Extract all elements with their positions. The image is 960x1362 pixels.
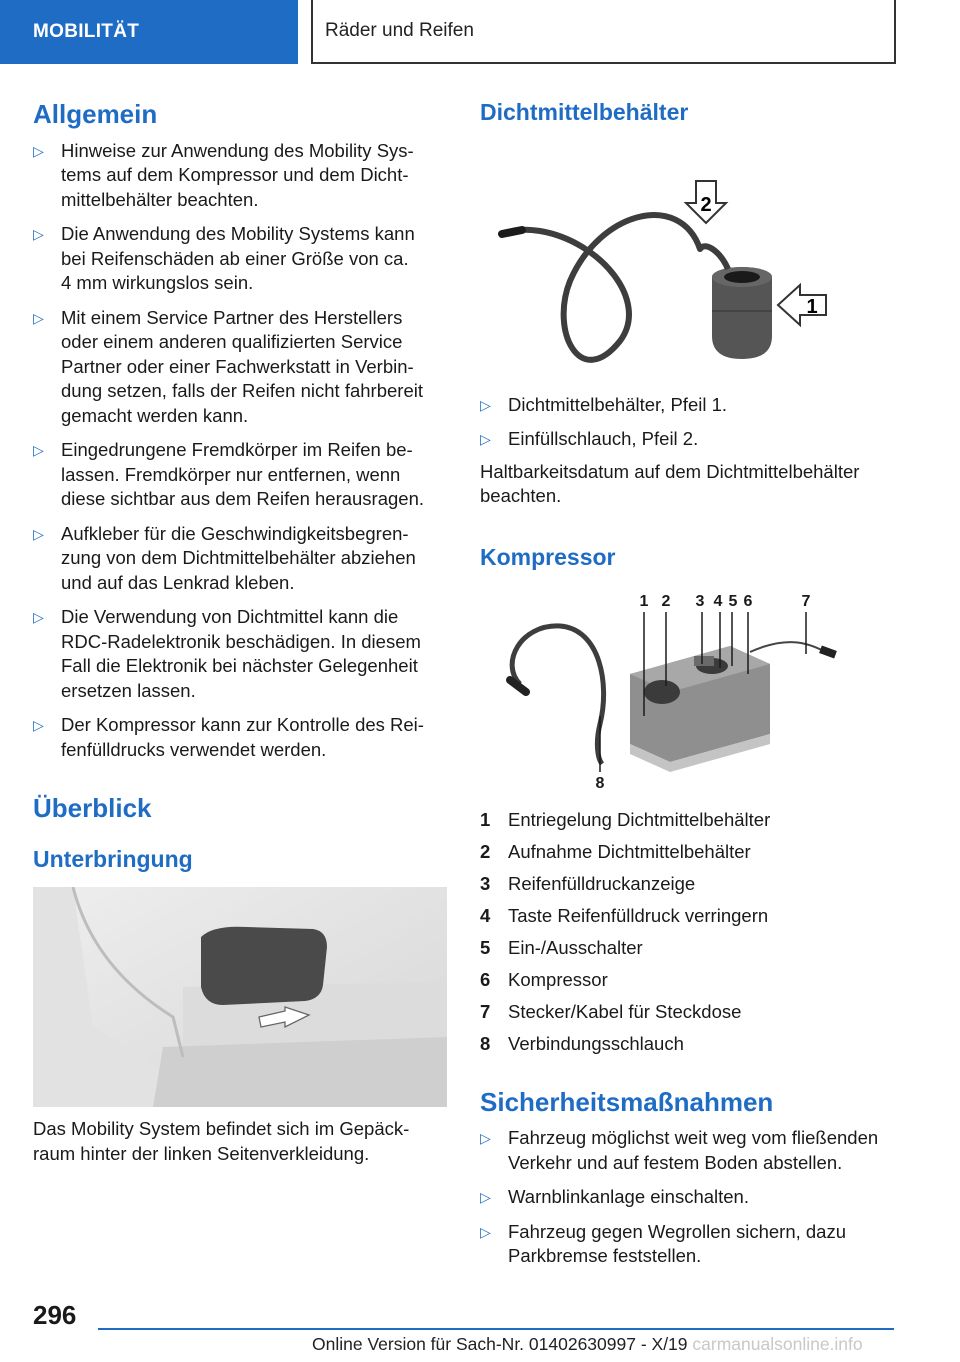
allgemein-item-text: Die Verwendung von Dichtmittel kann die RDC-Radelektronik beschädigen. In diesem Fall die Elektronik bei nächster Gelegenheit ersetzen lassen. [61,606,421,701]
legend-number: 5 [480,936,491,958]
bullet-triangle-icon: ▷ [33,609,44,625]
fig-label-7: 7 [801,592,811,610]
footer-version: Online Version für Sach-Nr. 01402630997 - X/19 [312,1334,688,1354]
fig-label-3: 3 [695,592,705,610]
dichtmittel-item [480,393,900,418]
fig-label-1: 1 [639,592,649,610]
allgemein-item [33,306,435,429]
arrow-1-icon [778,285,826,325]
legend-number: 4 [480,904,491,926]
fig-label-6: 6 [743,592,753,610]
dichtmittel-note: Haltbarkeitsdatum auf dem Dichtmittelbehälter beachten. [480,460,860,507]
heading-dichtmittelbehaelter: Dichtmittelbehälter [480,99,689,125]
legend-text: Verbindungsschlauch [508,1032,684,1054]
fig-label-8: 8 [595,774,605,792]
legend-text: Kompressor [508,968,608,990]
bullet-triangle-icon: ▷ [480,1130,491,1146]
chapter-header [311,0,896,64]
footer-text [312,1334,863,1355]
legend-text: Entriegelung Dichtmittelbehälter [508,808,771,830]
fig-label-2: 2 [661,592,671,610]
allgemein-item-text: Eingedrungene Fremdkörper im Reifen be- lassen. Fremdkörper nur entfernen, wenn diese sichtbar aus dem Reifen herausragen. [61,439,425,509]
legend-number: 6 [480,968,491,990]
legend-item [480,936,900,960]
allgemein-item [33,522,435,596]
fig-label-5: 5 [728,592,738,610]
bullet-triangle-icon: ▷ [33,442,44,458]
bullet-triangle-icon: ▷ [480,1189,491,1205]
fig-label-4: 4 [713,592,723,610]
dichtmittel-list [480,393,900,452]
allgemein-item [33,713,435,762]
sicherheit-item [480,1185,900,1210]
bullet-triangle-icon: ▷ [480,431,491,448]
legend-text: Stecker/Kabel für Steckdose [508,1000,742,1022]
legend-text: Reifenfülldruckanzeige [508,872,696,894]
bullet-triangle-icon: ▷ [480,1223,491,1240]
sealant-figure [480,131,900,381]
legend-item [480,1032,900,1056]
legend-item [480,872,900,896]
compressor-figure [480,584,900,794]
legend-item [480,840,900,864]
unterbringung-caption: Das Mobility System befindet sich im Gepäck- raum hinter der linken Seitenverkleidung. [33,1118,410,1164]
heading-allgemein: Allgemein [33,99,158,129]
bullet-triangle-icon: ▷ [33,226,44,242]
dichtmittel-item-text: Dichtmittelbehälter, Pfeil 1. [508,393,728,415]
sicherheit-list [480,1126,900,1269]
allgemein-list [33,139,435,763]
heading-unterbringung: Unterbringung [33,845,193,872]
sicherheit-item-text: Fahrzeug gegen Wegrollen sichern, dazu Parkbremse feststellen. [508,1220,847,1266]
allgemein-item-text: Aufkleber für die Geschwindigkeitsbegren- zung von dem Dichtmittelbehälter abziehen und auf das Lenkrad kleben. [61,522,416,593]
allgemein-item [33,438,435,512]
legend-number: 3 [480,872,491,894]
bullet-triangle-icon: ▷ [33,142,44,159]
left-column [33,98,435,1166]
section-tab [0,0,298,64]
bullet-triangle-icon: ▷ [33,525,44,542]
kompressor-legend [480,808,900,1056]
allgemein-item-text: Die Anwendung des Mobility Systems kann bei Reifenschäden ab einer Größe von ca. 4 mm wirkungslos sein. [61,223,415,293]
trunk-svg [33,887,447,1107]
allgemein-item-text: Der Kompressor kann zur Kontrolle des Rei- fenfülldrucks verwendet werden. [61,714,424,760]
sicherheit-item [480,1220,900,1269]
legend-item [480,968,900,992]
right-column [480,98,900,1279]
legend-number: 2 [480,840,491,862]
legend-number: 7 [480,1000,491,1022]
page-number: 296 [33,1300,77,1330]
legend-number: 8 [480,1032,491,1054]
section-title: MOBILITÄT [33,21,140,42]
legend-item [480,904,900,928]
legend-item [480,808,900,832]
trunk-illustration [33,887,447,1107]
dichtmittel-item [480,427,900,452]
dichtmittel-item-text: Einfüllschlauch, Pfeil 2. [508,428,699,450]
sealant-svg [480,131,900,381]
sicherheit-item-text: Fahrzeug möglichst weit weg vom fließenden Verkehr und auf festem Boden abstellen. [508,1127,879,1173]
allgemein-item [33,605,435,703]
allgemein-item [33,222,435,296]
sicherheit-item [480,1126,900,1175]
watermark: carmanualsonline.info [692,1334,863,1354]
fig-label-2: 2 [700,193,712,216]
bullet-triangle-icon: ▷ [480,396,491,413]
legend-number: 1 [480,808,491,830]
legend-item [480,1000,900,1024]
bullet-triangle-icon: ▷ [33,309,44,326]
heading-kompressor: Kompressor [480,543,616,570]
fig-label-1: 1 [806,295,818,318]
allgemein-item-text: Mit einem Service Partner des Herstellers oder einem anderen qualifizierten Service Partner oder einer Fachwerkstatt in Verbin- dung setzen, falls der Reifen nicht fahrbereit gemacht werden kann. [61,306,423,426]
legend-text: Aufnahme Dichtmittelbehälter [508,840,751,862]
compressor-svg [480,584,900,794]
chapter-title: Räder und Reifen [325,20,474,41]
legend-text: Taste Reifenfülldruck verringern [508,904,769,926]
heading-sicherheitsmassnahmen: Sicherheitsmaßnahmen [480,1086,774,1117]
bullet-triangle-icon: ▷ [33,717,44,733]
sicherheit-item-text: Warnblinkanlage einschalten. [508,1186,749,1207]
footer-divider [98,1328,894,1330]
heading-ueberblick: Überblick [33,793,152,823]
legend-text: Ein-/Ausschalter [508,936,643,958]
allgemein-item-text: Hinweise zur Anwendung des Mobility Sys- tems auf dem Kompressor und dem Dicht- mittelbehälter beachten. [61,139,414,210]
allgemein-item [33,139,435,213]
